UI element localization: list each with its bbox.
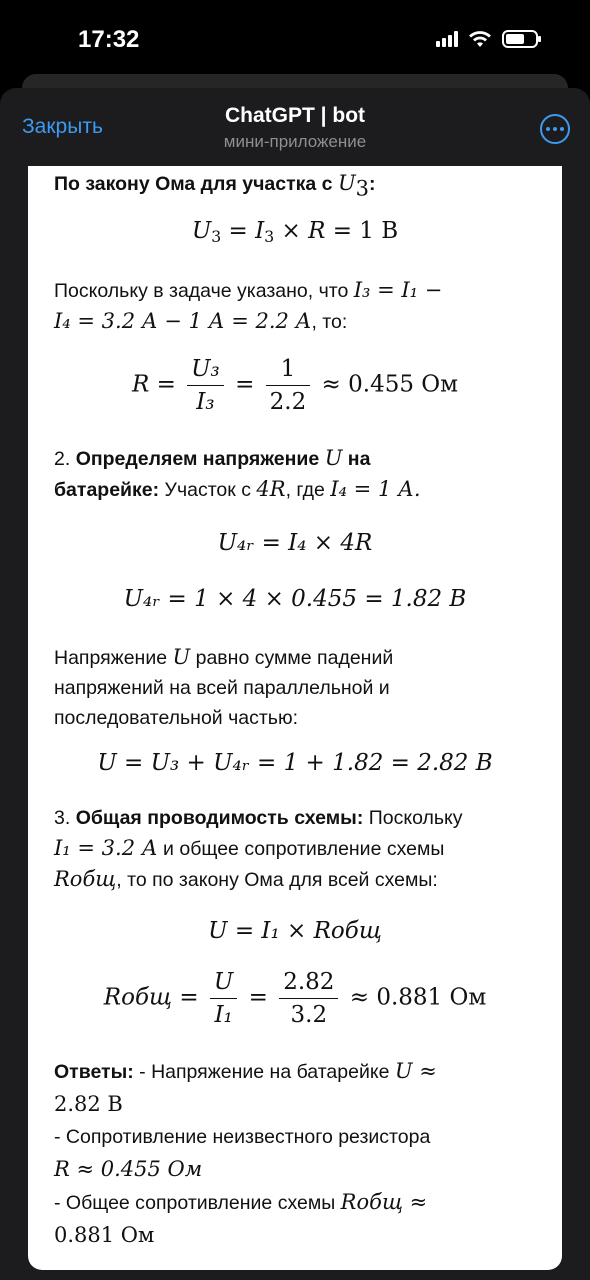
equation-r [28,356,562,415]
eq7-frac-den: I₁ [214,1002,233,1028]
eq2-lhs: R = [131,371,184,398]
equation-u3 [28,218,562,246]
more-options-button[interactable] [540,114,570,144]
math-i4-eq: I₄ = 3.2 А − 1 А = 2.2 А [54,309,312,333]
eq1-result: = 1 В [325,218,399,244]
section-title: на [342,448,371,470]
answer-voltage: - Напряжение на батарейке [133,1061,395,1083]
answer-math: U ≈ [394,1059,437,1083]
answer-value: 0.881 Ом [54,1223,155,1247]
math-u: U [172,645,191,669]
eq2-frac-den: I₃ [196,389,215,415]
eq2-frac-num: 1 [266,356,311,386]
text-voltage: равно сумме падений [190,647,394,669]
eq7-frac-den: 3.2 [290,1002,328,1028]
eq1-times: × [274,218,309,244]
text-voltage: Напряжение [54,647,173,669]
math-u: U [337,171,356,195]
more-dot-icon [560,127,564,131]
eq1-i-sub: 3 [264,226,275,246]
math-sub: 3 [355,176,370,201]
text-since: Поскольку в задаче указано, что [54,280,354,302]
answer-total-resistance: - Общее сопротивление схемы [54,1192,341,1214]
equation-u-total: U = U₃ + U₄ᵣ = 1 + 1.82 = 2.82 В [97,750,493,776]
wifi-icon [468,30,492,48]
section-title: Определяем напряжение [75,448,325,470]
text-voltage: напряжений на всей параллельной и [54,677,390,699]
section-number: 3. [54,807,76,829]
eq1-u-sub: 3 [211,226,222,246]
math-i1: I₁ = 3.2 А [54,836,158,860]
status-icons [436,30,538,48]
status-bar [0,0,590,76]
paragraph-voltage [54,642,544,733]
equation-r-total [28,969,562,1028]
equation-u4r: U₄ᵣ = I₄ × 4R [217,530,373,556]
more-dot-icon [546,127,550,131]
eq1-r: R [308,218,326,244]
math-i4: I₄ = 1 А. [330,477,421,501]
section-number: 2. [54,448,76,470]
answer-math: Rобщ ≈ [340,1190,428,1214]
content-area [0,166,590,1280]
eq7-lhs: Rобщ = [103,984,206,1011]
close-button[interactable]: Закрыть [22,115,103,138]
answer-resistance: - Сопротивление неизвестного резистора [54,1126,431,1148]
status-time: 17:32 [78,26,140,53]
eq7-frac-num: U [210,969,237,999]
text-voltage: последовательной частью: [54,707,298,729]
app-title: ChatGPT | bot [224,104,366,127]
eq7-eq: = [241,984,276,1011]
title-block [0,104,590,152]
cellular-signal-icon [436,31,458,47]
eq2-frac1 [187,356,224,415]
eq2-frac-den: 2.2 [269,389,307,415]
section-2 [54,443,544,505]
math-4r: 4R [256,477,286,501]
miniapp-header [0,88,590,166]
text-section: , то по закону Ома для всей схемы: [116,869,438,891]
eq2-rhs: ≈ 0.455 Ом [314,371,459,398]
eq7-frac1 [210,969,237,1028]
text-colon: : [369,173,376,195]
eq7-frac-num: 2.82 [279,969,338,999]
eq1-i: I [255,218,265,244]
eq1-eq: = [221,218,256,244]
paragraph-ohm-u3 [54,168,544,203]
answers [54,1055,544,1252]
app-subtitle: мини-приложение [223,132,367,151]
equation-u4r-value: U₄ᵣ = 1 × 4 × 0.455 = 1.82 В [123,586,467,612]
section-3 [54,803,544,895]
math-r-total: Rобщ [54,867,117,891]
text-section: Участок с [159,479,257,501]
paragraph-i3 [54,275,544,337]
text-ohm-law: По закону Ома для участка с [54,173,338,195]
message-card[interactable] [28,166,562,1270]
eq7-rhs: ≈ 0.881 Ом [342,984,487,1011]
eq2-frac2 [266,356,311,415]
equation-u-i1: U = I₁ × Rобщ [208,918,382,944]
text-section: и общее сопротивление схемы [157,838,445,860]
section-title: Общая проводимость схемы: [75,807,364,829]
answers-title: Ответы: [54,1061,134,1083]
eq2-frac-num: U₃ [187,356,224,386]
section-title: батарейке: [54,479,160,501]
math-i3-eq: I₃ = I₁ − [353,278,443,302]
eq1-u: U [191,218,212,244]
answer-value: 2.82 В [54,1092,123,1116]
answer-math: R ≈ 0.455 Ом [54,1157,203,1181]
text-then: , то: [311,311,348,333]
text-where: , где [285,479,331,501]
text-section: Поскольку [363,807,463,829]
eq7-frac2 [279,969,338,1028]
eq2-eq: = [227,371,262,398]
math-u: U [324,446,343,470]
battery-icon [502,30,538,48]
more-dot-icon [553,127,557,131]
